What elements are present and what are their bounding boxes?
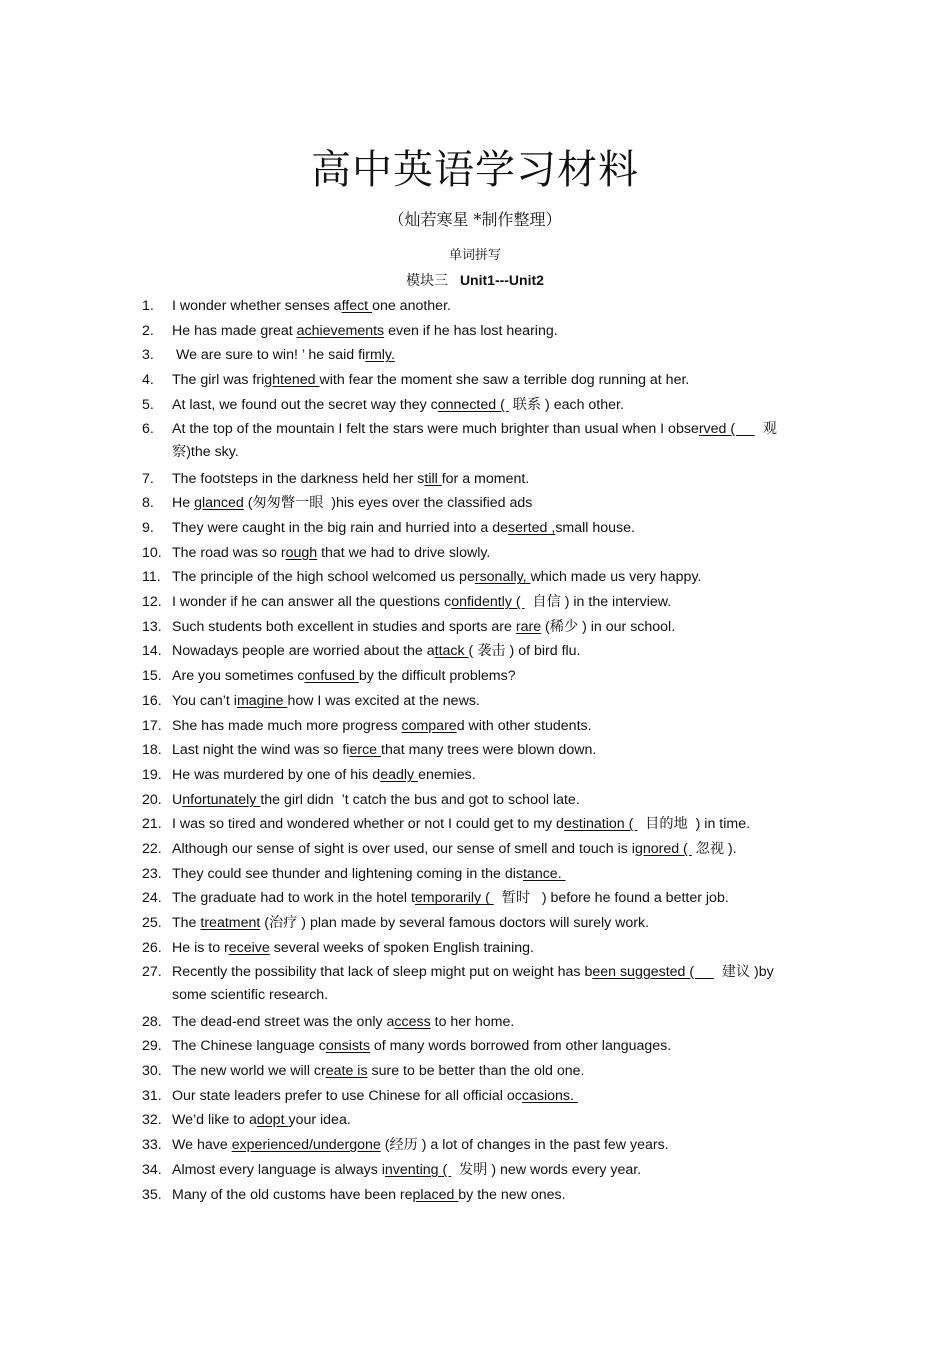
exercise-item	[142, 961, 810, 1008]
item-number: 4.	[142, 372, 154, 389]
answer-underline: ccess	[394, 1013, 431, 1030]
item-text-before: We have	[172, 1137, 232, 1154]
item-text-before: Nowadays people are worried about the a	[172, 643, 435, 660]
item-text-before: She has made much more progress	[172, 717, 402, 734]
exercise-item	[142, 936, 810, 961]
exercise-item	[142, 689, 810, 714]
item-number: 17.	[142, 717, 162, 734]
item-text-after: sure to be better than the old one.	[367, 1062, 585, 1079]
exercise-item	[142, 1084, 810, 1109]
document-title: 高中英语学习材料	[311, 147, 639, 193]
answer-underline: magine	[236, 692, 288, 709]
exercise-item	[142, 788, 810, 813]
item-text-before: Almost every language is always i	[172, 1161, 385, 1178]
item-text-before: At the top of the mountain I felt the stars were much brighter than usual when I obse	[172, 420, 699, 437]
item-text	[172, 393, 810, 418]
item-text-after: 自信 ) in the interview.	[524, 594, 672, 611]
exercise-item	[142, 393, 810, 418]
item-number: 32.	[142, 1112, 162, 1129]
answer-underline: onfidently (	[451, 594, 525, 611]
answer-underline: eate is	[325, 1062, 368, 1079]
exercise-item	[142, 1010, 810, 1035]
item-text-before: The dead-end street was the only a	[172, 1013, 395, 1030]
item-text-after: small house.	[555, 519, 635, 536]
item-text-after: (治疗 ) plan made by several famous doctors will surely work.	[260, 915, 650, 932]
exercise-item	[142, 1108, 810, 1133]
exercise-item	[142, 664, 810, 689]
item-text-before: He	[172, 495, 195, 512]
item-text	[172, 714, 810, 739]
exercise-item	[142, 541, 810, 566]
exercise-item	[142, 812, 810, 837]
item-number: 1.	[142, 298, 154, 314]
item-number: 12.	[142, 594, 162, 611]
item-text-after: one another.	[372, 298, 451, 314]
exercise-item	[142, 1183, 810, 1208]
item-number: 18.	[142, 742, 162, 759]
item-number: 2.	[142, 322, 154, 339]
item-text-before: They could see thunder and lightening coming in the dis	[172, 865, 523, 882]
item-text-after: by the new ones.	[458, 1186, 566, 1203]
section-label: 单词拼写	[448, 248, 501, 263]
item-number: 9.	[142, 519, 154, 536]
answer-underline: nfortunately	[182, 791, 261, 808]
exercise-item	[142, 886, 810, 911]
exercise-item	[142, 1059, 810, 1084]
item-number: 25.	[142, 915, 162, 932]
answer-underline: emporarily (	[414, 890, 494, 907]
answer-underline: rved (	[698, 420, 755, 437]
item-text-before: They were caught in the big rain and hurried into a de	[172, 519, 508, 536]
module-name: 模块三	[406, 273, 449, 289]
item-text-before: I wonder if he can answer all the questions c	[172, 594, 452, 611]
item-text-after: 建议 )by some scientific research.	[172, 963, 778, 1004]
exercise-list	[142, 294, 810, 1207]
item-text	[172, 1158, 810, 1183]
item-text	[172, 936, 810, 961]
item-number: 15.	[142, 668, 162, 685]
exercise-item	[142, 319, 810, 344]
item-text-before: We’d like to a	[172, 1112, 257, 1129]
item-text	[172, 368, 810, 393]
item-text-after: which made us very happy.	[530, 569, 702, 586]
exercise-item	[142, 837, 810, 862]
item-text-after: even if he has lost hearing.	[384, 322, 558, 339]
item-text	[172, 1183, 810, 1208]
item-text-before: Recently the possibility that lack of sleep might put on weight has b	[172, 963, 593, 980]
exercise-item	[142, 467, 810, 492]
item-number: 3.	[142, 347, 154, 364]
answer-underline: eadly	[380, 766, 419, 783]
exercise-item	[142, 639, 810, 664]
item-text-after: that we had to drive slowly.	[317, 544, 491, 561]
item-text-after: d with other students.	[456, 717, 592, 734]
item-text-after: several weeks of spoken English training.	[269, 939, 534, 956]
item-text-before: The new world we will cr	[172, 1062, 326, 1079]
item-number: 10.	[142, 544, 162, 561]
answer-underline: glanced	[194, 495, 244, 512]
item-text-after: (经历 ) a lot of changes in the past few years.	[380, 1137, 669, 1154]
item-text-after: that many trees were blown down.	[381, 742, 597, 759]
item-text-before: The principle of the high school welcomed us pe	[172, 569, 475, 586]
item-number: 24.	[142, 890, 162, 907]
item-text	[172, 837, 810, 862]
answer-underline: achievements	[296, 322, 385, 339]
exercise-item	[142, 1034, 810, 1059]
answer-underline: eceive	[228, 939, 270, 956]
item-text-before: The Chinese language c	[172, 1038, 326, 1055]
item-text-before: At last, we found out the secret way they c	[172, 396, 438, 413]
item-text	[172, 294, 810, 319]
item-text	[172, 491, 810, 516]
answer-underline: dopt	[256, 1112, 289, 1129]
answer-underline: rsonally,	[474, 569, 531, 586]
exercise-item	[142, 763, 810, 788]
item-text	[172, 886, 810, 911]
item-text-after: of many words borrowed from other languages.	[369, 1038, 672, 1055]
exercise-item	[142, 1133, 810, 1158]
answer-underline: experienced/undergone	[231, 1137, 381, 1154]
answer-underline: till	[424, 470, 442, 487]
item-text	[172, 516, 810, 541]
item-text-before: I wonder whether senses a	[172, 298, 342, 314]
item-text-after: for a moment.	[441, 470, 530, 487]
item-number: 16.	[142, 692, 162, 709]
item-text	[172, 1084, 810, 1109]
item-text	[172, 343, 810, 368]
answer-underline: rmly.	[365, 347, 395, 364]
exercise-item	[142, 615, 810, 640]
item-text	[172, 1034, 810, 1059]
answer-underline: nventing (	[384, 1161, 452, 1178]
item-number: 7.	[142, 470, 154, 487]
item-text-before: Our state leaders prefer to use Chinese for all official oc	[172, 1087, 522, 1104]
exercise-item	[142, 862, 810, 887]
item-number: 23.	[142, 865, 162, 882]
item-number: 27.	[142, 963, 162, 980]
item-text-before: Are you sometimes c	[172, 668, 305, 685]
item-text	[172, 911, 810, 936]
item-text-after: (稀少 ) in our school.	[541, 618, 676, 635]
exercise-item	[142, 1158, 810, 1183]
item-text-before: Such students both excellent in studies and sports are	[172, 618, 516, 635]
item-number: 30.	[142, 1062, 162, 1079]
answer-underline: onsists	[325, 1038, 370, 1055]
answer-underline: gnored (	[634, 841, 692, 858]
document-subtitle: （灿若寒星 *制作整理）	[388, 210, 562, 229]
item-text-before: You can’t i	[172, 692, 237, 709]
answer-underline: tance.	[522, 865, 566, 882]
answer-underline: placed	[412, 1186, 459, 1203]
answer-underline: erce	[349, 742, 381, 759]
answer-underline: ttack	[434, 643, 469, 660]
item-text	[172, 639, 810, 664]
item-text-after: the girl didn ’t catch the bus and got to school late.	[260, 791, 580, 808]
answer-underline: ough	[285, 544, 318, 561]
answer-underline: rare	[515, 618, 542, 635]
answer-underline: ffect	[341, 298, 373, 314]
module-range: Unit1---Unit2	[459, 272, 544, 288]
item-number: 22.	[142, 841, 162, 858]
item-text	[172, 961, 810, 1008]
item-text	[172, 590, 810, 615]
answer-underline: onnected (	[437, 396, 509, 413]
item-text-after: how I was excited at the news.	[287, 692, 480, 709]
item-text-before: Many of the old customs have been re	[172, 1186, 413, 1203]
item-number: 29.	[142, 1038, 162, 1055]
item-text-before: He has made great	[172, 322, 297, 339]
exercise-item	[142, 418, 810, 465]
item-number: 14.	[142, 643, 162, 660]
item-text	[172, 1059, 810, 1084]
item-number: 5.	[142, 396, 154, 413]
answer-underline: serted ,	[507, 519, 556, 536]
item-text-before: Last night the wind was so fi	[172, 742, 350, 759]
item-text-before: U	[172, 791, 183, 808]
item-number: 35.	[142, 1186, 162, 1203]
item-text-before: I was so tired and wondered whether or not I could get to my d	[172, 816, 564, 833]
item-text-after: 观察)the sky.	[172, 420, 777, 461]
item-text-after: 暂时 ) before he found a better job.	[493, 890, 729, 907]
item-text	[172, 664, 810, 689]
item-text-before: The girl was fri	[172, 372, 265, 389]
item-number: 11.	[142, 569, 161, 586]
item-text-before: The graduate had to work in the hotel t	[172, 890, 415, 907]
item-text	[172, 862, 810, 887]
exercise-item	[142, 368, 810, 393]
item-number: 19.	[142, 766, 162, 783]
item-text	[172, 1010, 810, 1035]
item-number: 21.	[142, 816, 162, 833]
item-text-before: Although our sense of sight is over used, our sense of smell and touch is i	[172, 841, 635, 858]
item-number: 20.	[142, 791, 162, 808]
item-number: 13.	[142, 618, 162, 635]
item-number: 31.	[142, 1087, 162, 1104]
item-text	[172, 812, 810, 837]
item-text	[172, 1133, 810, 1158]
item-number: 28.	[142, 1013, 162, 1030]
item-text	[172, 763, 810, 788]
item-text	[172, 565, 810, 590]
item-number: 34.	[142, 1161, 162, 1178]
module-heading	[0, 270, 950, 290]
answer-underline: ghtened	[264, 372, 320, 389]
item-text	[172, 738, 810, 763]
answer-underline: onfused	[304, 668, 359, 685]
item-text-after: your idea.	[288, 1112, 351, 1129]
answer-underline: estination (	[563, 816, 638, 833]
item-text-after: to her home.	[430, 1013, 515, 1030]
item-number: 33.	[142, 1137, 162, 1154]
answer-underline: een suggested (	[592, 963, 714, 980]
item-text-before: The road was so r	[172, 544, 286, 561]
item-text	[172, 541, 810, 566]
answer-underline: compare	[401, 717, 457, 734]
item-text	[172, 615, 810, 640]
item-text-after: ( 袭击 ) of bird flu.	[468, 643, 581, 660]
exercise-item	[142, 738, 810, 763]
item-number: 26.	[142, 939, 162, 956]
item-text-after: (匆匆瞥一眼 )his eyes over the classified ads	[243, 495, 533, 512]
item-text-before: He was murdered by one of his d	[172, 766, 381, 783]
item-text-after: with fear the moment she saw a terrible dog running at her.	[319, 372, 690, 389]
item-text-before: The footsteps in the darkness held her s	[172, 470, 425, 487]
item-text	[172, 689, 810, 714]
exercise-item	[142, 294, 810, 319]
item-text	[172, 788, 810, 813]
item-text	[172, 1108, 810, 1133]
item-number: 6.	[142, 420, 154, 437]
item-text-after: 目的地 ) in time.	[637, 816, 751, 833]
item-text-after: by the difficult problems?	[358, 668, 516, 685]
item-text-before: We are sure to win! ’ he said fi	[172, 347, 366, 364]
exercise-item	[142, 714, 810, 739]
item-text-after: 联系 ) each other.	[508, 396, 624, 413]
item-text	[172, 418, 810, 465]
exercise-item	[142, 491, 810, 516]
item-number: 8.	[142, 495, 154, 512]
item-text-before: The	[172, 915, 201, 932]
item-text	[172, 319, 810, 344]
exercise-item	[142, 516, 810, 541]
answer-underline: casions.	[521, 1087, 578, 1104]
item-text-after: 发明 ) new words every year.	[451, 1161, 642, 1178]
item-text-after: enemies.	[418, 766, 476, 783]
exercise-item	[142, 343, 810, 368]
item-text-before: He is to r	[172, 939, 229, 956]
exercise-item	[142, 590, 810, 615]
item-text-after: 忽视 ).	[691, 841, 737, 858]
answer-underline: treatment	[200, 915, 261, 932]
exercise-item	[142, 911, 810, 936]
item-text	[172, 467, 810, 492]
exercise-item	[142, 565, 810, 590]
